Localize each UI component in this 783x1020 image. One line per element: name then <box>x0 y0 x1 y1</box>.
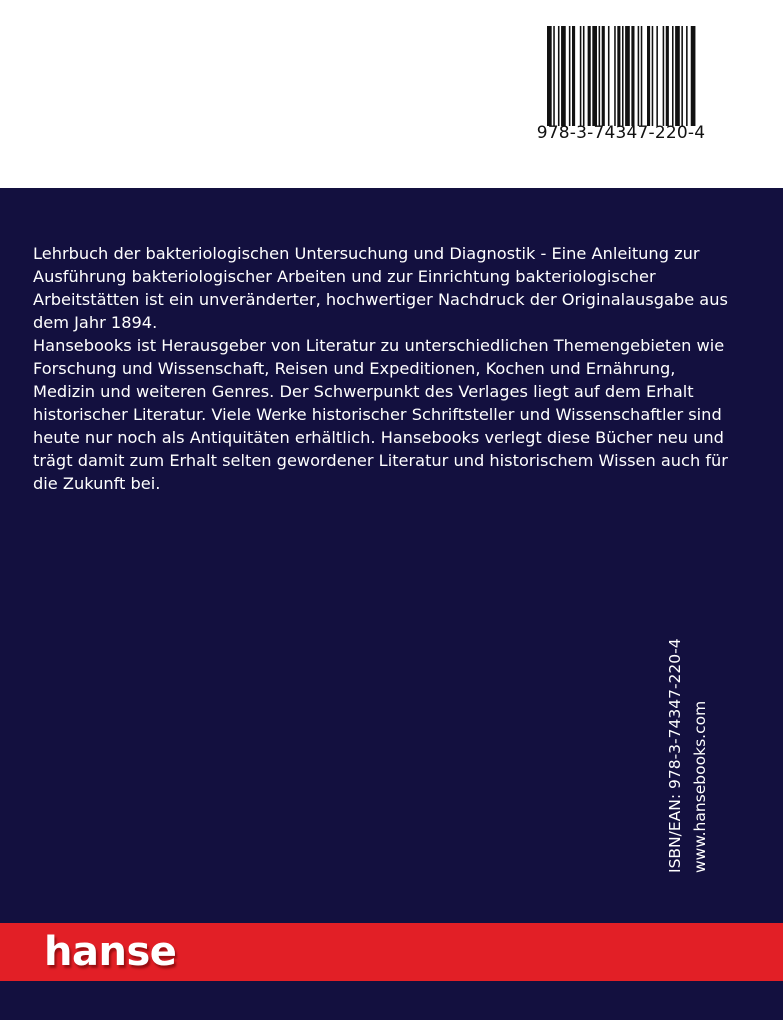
hanse-logo: hanse <box>44 929 177 975</box>
barcode <box>533 22 709 152</box>
isbn-label: ISBN/EAN: 978-3-74347-220-4 <box>666 638 684 873</box>
description-paragraph-2: Hansebooks ist Herausgeber von Literatur zu unterschiedlichen Themengebieten wie Forschung und Wissenschaft, Reisen und Expeditionen, Kochen und Ernährung, Medizin und weiteren Genres. Der Schwerpunkt des Verlages liegt auf dem Erhalt historischer Literatur. Viele Werke historischer Schriftsteller und Wissenschaftler sind heute nur noch als Antiquitäten erhältlich. Hansebooks verlegt diese Bücher neu und trägt damit zum Erhalt selten gewordener Literatur und historischem Wissen auch für die Zukunft bei. <box>33 336 728 493</box>
back-cover-panel <box>0 188 783 923</box>
bottom-strip <box>0 981 783 1020</box>
website-link[interactable]: www.hansebooks.com <box>691 700 709 873</box>
book-description <box>33 242 733 495</box>
barcode-number: 978-3-74347-220-4 <box>536 123 706 143</box>
footer-band <box>0 923 783 981</box>
vertical-imprint <box>663 623 723 873</box>
top-white-area <box>0 0 783 188</box>
description-paragraph-1: Lehrbuch der bakteriologischen Untersuchung und Diagnostik - Eine Anleitung zur Ausführung bakteriologischer Arbeiten und zur Einrichtung bakteriologischer Arbeitstätten ist ein unveränderter, hochwertiger Nachdruck der Originalausgabe aus dem Jahr 1894. <box>33 244 728 332</box>
barcode-bars <box>547 26 697 126</box>
